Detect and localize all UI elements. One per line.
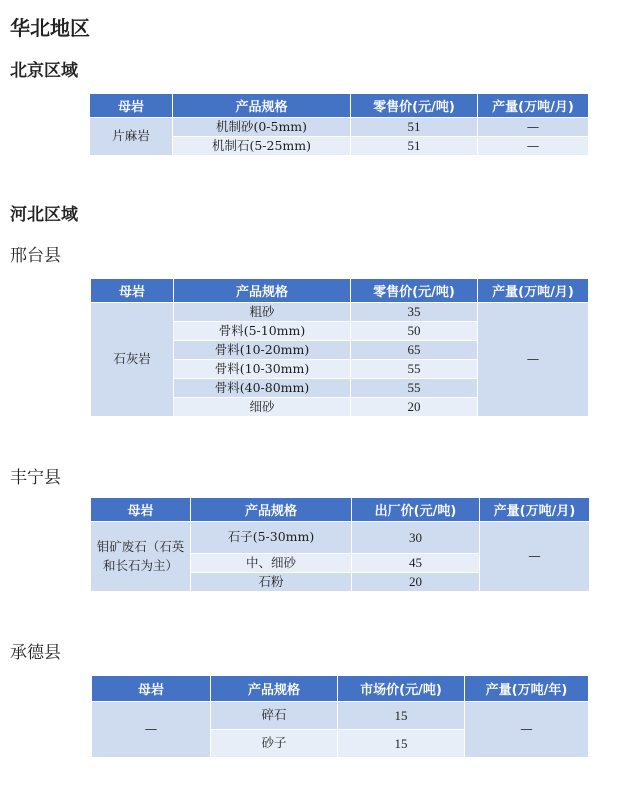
table-header-row xyxy=(92,676,589,702)
spec-cell: 机制砂(0-5mm) xyxy=(173,118,351,137)
rock-cell: 石灰岩 xyxy=(91,303,174,417)
table-row xyxy=(91,522,590,554)
spec-cell: 细砂 xyxy=(174,398,351,417)
rock-cell: — xyxy=(92,702,211,758)
price-cell: 35 xyxy=(351,303,478,322)
output-cell: — xyxy=(478,118,589,137)
table-header-row xyxy=(91,498,590,522)
spec-cell: 骨料(40-80mm) xyxy=(174,379,351,398)
spec-cell: 石子(5-30mm) xyxy=(191,522,352,554)
header-rock: 母岩 xyxy=(91,498,191,522)
chengde-table xyxy=(91,675,589,758)
header-output: 产量(万吨/月) xyxy=(478,279,589,303)
price-cell: 30 xyxy=(352,522,480,554)
spec-cell: 碎石 xyxy=(211,702,338,730)
price-cell: 51 xyxy=(351,118,478,137)
spec-cell: 粗砂 xyxy=(174,303,351,322)
beijing-heading: 北京区域 xyxy=(10,61,78,81)
header-spec: 产品规格 xyxy=(173,94,351,118)
header-price: 市场价(元/吨) xyxy=(338,676,465,702)
price-cell: 65 xyxy=(351,341,478,360)
price-cell: 45 xyxy=(352,554,480,573)
page-title: 华北地区 xyxy=(10,16,90,40)
spec-cell: 骨料(10-20mm) xyxy=(174,341,351,360)
output-cell: — xyxy=(478,137,589,156)
spec-cell: 骨料(10-30mm) xyxy=(174,360,351,379)
chengde-heading: 承德县 xyxy=(10,643,61,663)
xingtai-heading: 邢台县 xyxy=(10,246,61,266)
price-cell: 55 xyxy=(351,360,478,379)
xingtai-table xyxy=(90,278,589,417)
header-output: 产量(万吨/月) xyxy=(480,498,590,522)
price-cell: 50 xyxy=(351,322,478,341)
header-output: 产量(万吨/年) xyxy=(465,676,589,702)
table-row xyxy=(91,303,589,322)
spec-cell: 砂子 xyxy=(211,730,338,758)
header-spec: 产品规格 xyxy=(211,676,338,702)
price-cell: 15 xyxy=(338,730,465,758)
price-cell: 51 xyxy=(351,137,478,156)
price-cell: 15 xyxy=(338,702,465,730)
spec-cell: 机制石(5-25mm) xyxy=(173,137,351,156)
fengning-heading: 丰宁县 xyxy=(10,468,61,488)
spec-cell: 石粉 xyxy=(191,573,352,592)
spec-cell: 中、细砂 xyxy=(191,554,352,573)
header-output: 产量(万吨/月) xyxy=(478,94,589,118)
price-cell: 55 xyxy=(351,379,478,398)
rock-cell: 钼矿废石（石英和长石为主） xyxy=(91,522,191,592)
output-cell: — xyxy=(465,702,589,758)
table-row xyxy=(92,702,589,730)
output-cell: — xyxy=(478,303,589,417)
price-cell: 20 xyxy=(352,573,480,592)
header-rock: 母岩 xyxy=(90,94,173,118)
header-spec: 产品规格 xyxy=(174,279,351,303)
header-price: 出厂价(元/吨) xyxy=(352,498,480,522)
header-rock: 母岩 xyxy=(91,279,174,303)
header-price: 零售价(元/吨) xyxy=(351,94,478,118)
output-cell: — xyxy=(480,522,590,592)
table-header-row xyxy=(91,279,589,303)
price-cell: 20 xyxy=(351,398,478,417)
header-rock: 母岩 xyxy=(92,676,211,702)
beijing-table xyxy=(89,93,589,156)
hebei-heading: 河北区域 xyxy=(10,205,78,225)
header-price: 零售价(元/吨) xyxy=(351,279,478,303)
spec-cell: 骨料(5-10mm) xyxy=(174,322,351,341)
table-row xyxy=(90,118,589,137)
fengning-table xyxy=(90,497,590,592)
table-header-row xyxy=(90,94,589,118)
header-spec: 产品规格 xyxy=(191,498,352,522)
rock-cell: 片麻岩 xyxy=(90,118,173,156)
